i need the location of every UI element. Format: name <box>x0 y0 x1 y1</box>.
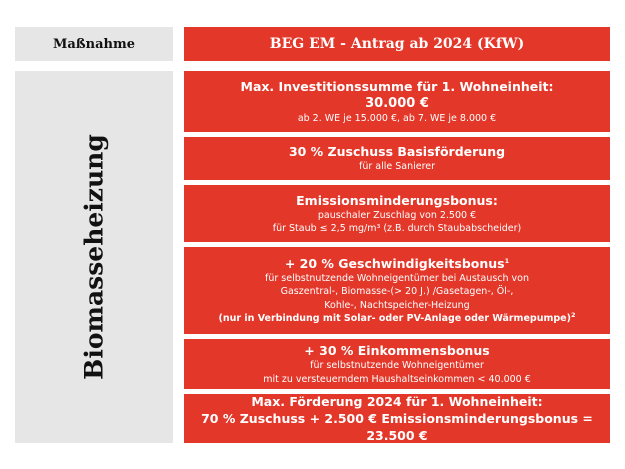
header-measure <box>15 27 173 61</box>
header-program <box>184 27 610 61</box>
row-base-subsidy <box>184 137 610 180</box>
row-max-investment-sub: ab 2. WE je 15.000 €, ab 7. WE je 8.000 € <box>297 112 497 124</box>
footnote-1-marker: 1 <box>504 256 510 265</box>
row-max-funding-line2: 70 % Zuschuss + 2.500 € Emissionsminderungsbonus = 23.500 € <box>201 411 593 443</box>
row-speed-bonus-sub1: für selbstnutzende Wohneigentümer bei Austausch von <box>264 272 530 284</box>
row-speed-bonus-note: (nur in Verbindung mit Solar- oder PV-Anlage oder Wärmepumpe) <box>218 313 571 325</box>
row-income-bonus <box>184 339 610 389</box>
row-speed-bonus-title-line <box>285 255 509 272</box>
row-income-bonus-sub2: mit zu versteuerndem Haushaltseinkommen < 40.000 € <box>263 373 531 385</box>
row-emission-bonus-title: Emissionsminderungsbonus: <box>296 192 498 208</box>
row-base-subsidy-sub: für alle Sanierer <box>358 161 436 173</box>
row-max-funding <box>184 394 610 443</box>
row-speed-bonus <box>184 247 610 334</box>
row-speed-bonus-note-line <box>219 312 576 326</box>
row-emission-bonus <box>184 185 610 242</box>
footnote-2-marker: 2 <box>570 311 576 320</box>
row-max-investment-title: Max. Investitionssumme für 1. Wohneinheit: <box>240 78 554 94</box>
row-emission-bonus-sub1: pauschaler Zuschlag von 2.500 € <box>317 209 477 221</box>
row-income-bonus-title: + 30 % Einkommensbonus <box>304 343 490 358</box>
row-max-funding-line1: Max. Förderung 2024 für 1. Wohneinheit: <box>251 394 543 409</box>
row-speed-bonus-title: + 20 % Geschwindigkeitsbonus <box>284 255 505 271</box>
row-income-bonus-sub1: für selbstnutzende Wohneigentümer <box>310 360 484 371</box>
row-speed-bonus-sub3: Kohle-, Nachtspeicher-Heizung <box>324 299 470 311</box>
header-program-label: BEG EM - Antrag ab 2024 (KfW) <box>269 36 525 52</box>
row-emission-bonus-sub2: für Staub ≤ 2,5 mg/m³ (z.B. durch Staubabscheider) <box>272 223 522 234</box>
side-panel <box>15 71 173 443</box>
header-measure-label: Maßnahme <box>52 36 136 52</box>
row-base-subsidy-title: 30 % Zuschuss Basisförderung <box>288 144 506 160</box>
side-category-label: Biomasseheizung <box>79 134 109 380</box>
row-speed-bonus-sub2: Gaszentral-, Biomasse-(> 20 J.) /Gasetagen-, Öl-, <box>280 286 514 298</box>
row-max-investment <box>184 71 610 132</box>
row-max-investment-amount: 30.000 € <box>365 95 429 111</box>
